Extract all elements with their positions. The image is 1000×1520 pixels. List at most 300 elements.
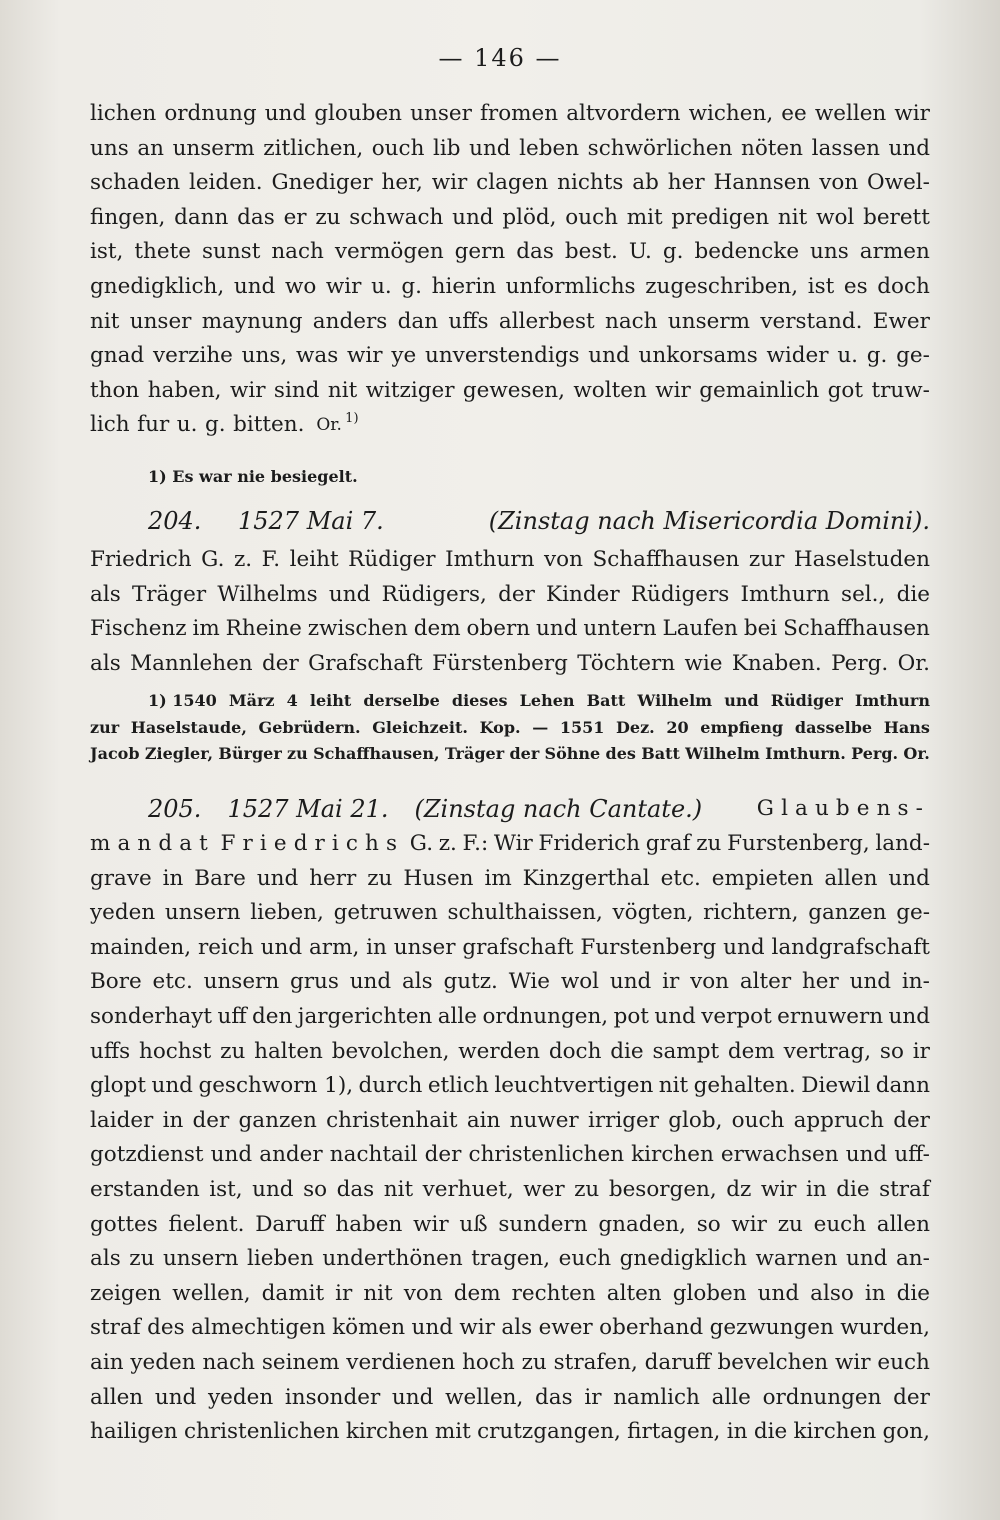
word: Fürstenberg bbox=[432, 650, 568, 676]
word: plöd, bbox=[502, 204, 557, 230]
word: nachtail bbox=[329, 1142, 418, 1168]
word: hoch bbox=[462, 1349, 515, 1375]
word: und bbox=[724, 691, 759, 710]
text-line bbox=[90, 862, 930, 897]
word: straf bbox=[879, 1176, 930, 1202]
word: unverstendigs bbox=[424, 343, 580, 369]
word: und bbox=[210, 1142, 253, 1168]
text-line bbox=[90, 1104, 930, 1139]
word: z. bbox=[438, 831, 457, 856]
word: Imthurn bbox=[854, 691, 930, 710]
word: wir bbox=[431, 170, 468, 196]
word: an- bbox=[895, 1246, 930, 1272]
word: glob, bbox=[668, 1107, 723, 1133]
word: in bbox=[805, 1176, 827, 1202]
entry-205-heading bbox=[90, 792, 930, 827]
word: und bbox=[349, 969, 392, 995]
word: yeden bbox=[208, 1384, 274, 1410]
word: schaden bbox=[90, 170, 181, 196]
word: uns bbox=[810, 239, 849, 265]
text-line bbox=[90, 374, 930, 409]
word: tragen, bbox=[471, 1246, 551, 1272]
word: im bbox=[192, 616, 220, 642]
word: Rüdigers, bbox=[381, 581, 487, 607]
word: sampt bbox=[652, 1038, 720, 1064]
word: und bbox=[260, 934, 303, 960]
word: das bbox=[336, 1176, 375, 1202]
text-line bbox=[90, 543, 930, 578]
word: dasselbe bbox=[794, 717, 873, 737]
word: g. bbox=[401, 273, 422, 299]
word: rechten bbox=[511, 1280, 596, 1306]
word: armen bbox=[859, 239, 930, 265]
word: erstanden bbox=[90, 1176, 200, 1202]
word: dem bbox=[727, 1038, 775, 1064]
word: F.: bbox=[462, 831, 489, 856]
word: uß bbox=[459, 1211, 488, 1237]
word-spaced: mandat bbox=[90, 831, 215, 856]
word: leiden. bbox=[188, 170, 263, 196]
word: ain bbox=[466, 1107, 501, 1133]
word: nit bbox=[658, 1073, 689, 1099]
word: Schaffhausen, bbox=[313, 744, 440, 763]
word: uffs bbox=[90, 1038, 131, 1064]
word: das bbox=[535, 1384, 573, 1410]
word: doch bbox=[548, 1038, 602, 1064]
word: alten bbox=[606, 1280, 662, 1306]
word: als bbox=[90, 1246, 121, 1272]
word: Wilhelm bbox=[685, 744, 760, 763]
text-line bbox=[90, 339, 930, 374]
word: der bbox=[893, 1384, 930, 1410]
word: anders bbox=[312, 308, 388, 334]
page-number: — 146 — bbox=[438, 44, 562, 72]
word: ist, bbox=[209, 1176, 243, 1202]
word: durch bbox=[358, 1073, 423, 1099]
word: und bbox=[328, 581, 371, 607]
word: wo bbox=[284, 273, 317, 299]
word: appruch bbox=[793, 1107, 884, 1133]
word: doch bbox=[877, 273, 930, 299]
word: Furstenberg bbox=[580, 934, 717, 960]
word: warnen bbox=[755, 1246, 838, 1272]
word: euch bbox=[877, 1349, 930, 1375]
word: 4 bbox=[286, 691, 298, 710]
word: Schaffhausen bbox=[783, 616, 930, 642]
word: her bbox=[801, 969, 839, 995]
word: die bbox=[836, 1176, 870, 1202]
word-spaced: Friedrichs bbox=[220, 831, 405, 856]
word: nit bbox=[777, 204, 808, 230]
word: sel., bbox=[841, 581, 886, 607]
word: 20 bbox=[666, 717, 689, 737]
word: her, bbox=[381, 170, 423, 196]
word: alle bbox=[711, 1384, 751, 1410]
word: von bbox=[819, 170, 859, 196]
word: nit bbox=[327, 377, 358, 403]
text-line bbox=[90, 612, 930, 647]
word: insonder bbox=[284, 1384, 381, 1410]
word: almechtigen bbox=[191, 1315, 326, 1341]
word: zu bbox=[696, 831, 722, 856]
word: Wilhelm bbox=[637, 691, 713, 710]
word: kirchen bbox=[631, 1142, 714, 1168]
word: leuchtvertigen bbox=[494, 1073, 654, 1099]
word: Wir bbox=[493, 831, 533, 856]
word: Imthurn bbox=[445, 547, 535, 572]
text-line bbox=[90, 827, 930, 862]
word: Gleichzeit. bbox=[372, 717, 468, 737]
word: Wilhelms bbox=[217, 581, 318, 607]
word: underthönen bbox=[322, 1246, 463, 1272]
entry-205-date: 1527 Mai 21. bbox=[227, 795, 389, 823]
text-line bbox=[90, 965, 930, 1000]
word: ganzen bbox=[238, 1107, 317, 1133]
word: straf bbox=[90, 1315, 141, 1341]
text-line bbox=[90, 1346, 930, 1381]
word: was bbox=[295, 343, 339, 369]
word: empieten bbox=[711, 865, 814, 891]
text-line bbox=[90, 578, 930, 613]
word: wir bbox=[413, 1211, 449, 1237]
word: bevolchen, bbox=[331, 1038, 450, 1064]
word: richtern, bbox=[703, 900, 799, 926]
word: wir bbox=[459, 1315, 495, 1341]
word: unsern bbox=[203, 969, 280, 995]
word: die bbox=[896, 581, 930, 607]
footnote-203 bbox=[90, 464, 930, 491]
word: allerbest bbox=[498, 308, 595, 334]
footnote-line bbox=[90, 715, 930, 742]
word: verzihe bbox=[152, 343, 233, 369]
word: maynung bbox=[201, 308, 303, 334]
source-note: Or. bbox=[316, 415, 342, 436]
word: nit bbox=[383, 1176, 414, 1202]
word: Diewil bbox=[801, 1073, 871, 1099]
word: die bbox=[896, 1280, 930, 1306]
word: haben, bbox=[147, 377, 222, 403]
word: dieses bbox=[451, 691, 508, 710]
word: ganzen bbox=[808, 900, 887, 926]
word: geschworn 1), bbox=[198, 1073, 354, 1099]
text-line bbox=[90, 1311, 930, 1346]
text-line bbox=[90, 1277, 930, 1312]
word: best. bbox=[564, 239, 618, 265]
word: uns, bbox=[241, 343, 288, 369]
word: wol bbox=[816, 204, 855, 230]
word: grafschaft bbox=[462, 934, 574, 960]
word: Batt bbox=[586, 691, 626, 710]
word: wider bbox=[766, 343, 829, 369]
word: ye bbox=[391, 343, 417, 369]
word: Ziegler, bbox=[144, 744, 214, 763]
word: nöten bbox=[741, 135, 804, 161]
word: truw- bbox=[871, 377, 930, 403]
word: wellen, bbox=[445, 1384, 524, 1410]
word: ordnungen, bbox=[482, 1003, 609, 1029]
word: ir bbox=[584, 1384, 602, 1410]
word: besorgen, bbox=[608, 1176, 717, 1202]
word: so bbox=[879, 1038, 904, 1064]
footnote-line bbox=[90, 741, 930, 768]
word: Haselstaude, bbox=[130, 717, 247, 737]
word: fingen, bbox=[90, 204, 166, 230]
word: verhuet, bbox=[422, 1176, 514, 1202]
word: zu bbox=[220, 1038, 246, 1064]
word: Imthurn. bbox=[765, 744, 846, 763]
word: und bbox=[845, 1142, 888, 1168]
word: gnedigklich, bbox=[90, 273, 225, 299]
word: so bbox=[303, 1176, 328, 1202]
word: altvordern bbox=[566, 101, 681, 126]
word: gottes bbox=[90, 1211, 158, 1237]
word: unsern bbox=[164, 900, 241, 926]
word: wir bbox=[894, 101, 930, 126]
word: derselbe bbox=[363, 691, 440, 710]
word: Kinzgerthal bbox=[522, 865, 650, 891]
word: u. bbox=[176, 412, 198, 438]
word: etlich bbox=[427, 1073, 489, 1099]
word: zu bbox=[777, 1211, 803, 1237]
word: empfieng bbox=[700, 717, 784, 737]
word: G. bbox=[409, 831, 434, 856]
word: und bbox=[723, 934, 765, 960]
word: zwischen bbox=[307, 616, 408, 642]
entry-204-footnote bbox=[90, 688, 930, 768]
word: bitten. bbox=[233, 412, 305, 438]
word: wichen, bbox=[688, 101, 774, 126]
word: ewer bbox=[538, 1315, 593, 1341]
word: clagen bbox=[476, 170, 549, 196]
word: mit bbox=[626, 204, 663, 230]
entry-204-date: 1527 Mai 7. bbox=[238, 507, 384, 535]
word: namlich bbox=[613, 1384, 700, 1410]
word: got bbox=[827, 377, 864, 403]
word: schulthaissen, bbox=[447, 900, 603, 926]
word: unformlichs bbox=[505, 273, 636, 299]
word: witziger bbox=[365, 377, 455, 403]
word: yeden bbox=[130, 1349, 196, 1375]
word: gern bbox=[454, 239, 506, 265]
word: der bbox=[498, 581, 535, 607]
word: nach bbox=[202, 1349, 256, 1375]
entry-204-feast: (Zinstag nach Misericordia Domini). bbox=[488, 507, 930, 535]
word: irriger bbox=[587, 1107, 660, 1133]
word: Haselstuden bbox=[793, 547, 930, 572]
word: vermögen bbox=[334, 239, 444, 265]
word: sunst bbox=[201, 239, 261, 265]
word: in bbox=[162, 1107, 184, 1133]
text-line bbox=[90, 1415, 930, 1450]
word: des bbox=[605, 744, 636, 763]
word: ge- bbox=[896, 343, 930, 369]
word: wellen bbox=[814, 101, 887, 126]
word: Imthurn bbox=[740, 581, 830, 607]
word: lichen bbox=[90, 101, 157, 126]
word: unkorsams bbox=[638, 343, 758, 369]
word: Wie bbox=[508, 969, 551, 995]
word: jargerichten bbox=[297, 1003, 433, 1029]
word: nach bbox=[604, 308, 658, 334]
word: in bbox=[864, 1280, 886, 1306]
word: und bbox=[233, 273, 276, 299]
word: des bbox=[147, 1315, 185, 1341]
word: Kop. bbox=[479, 717, 521, 737]
word: zu bbox=[315, 204, 341, 230]
word: dann bbox=[875, 1073, 930, 1099]
word: F. bbox=[261, 547, 281, 572]
word: nach bbox=[271, 239, 324, 265]
word: allen bbox=[876, 1211, 930, 1237]
text-line bbox=[90, 896, 930, 931]
word: lieben bbox=[247, 1246, 314, 1272]
word: Bare bbox=[194, 865, 246, 891]
word: ist, bbox=[90, 239, 124, 265]
word: bevelchen bbox=[717, 1349, 829, 1375]
word: thon bbox=[90, 377, 140, 403]
word: zu bbox=[287, 744, 308, 763]
text-line bbox=[90, 1000, 930, 1035]
word: wir bbox=[347, 343, 383, 369]
word: uns bbox=[90, 135, 129, 161]
word: Knaben. bbox=[731, 650, 822, 676]
word: die bbox=[753, 1419, 788, 1445]
word: Rüdigers bbox=[630, 581, 730, 607]
word: u. bbox=[371, 273, 392, 299]
word: ordnung bbox=[164, 101, 257, 126]
word: Rheine bbox=[225, 616, 302, 642]
word: mainden, bbox=[90, 934, 192, 960]
paragraph-continuation bbox=[90, 97, 930, 443]
word: die bbox=[610, 1038, 644, 1064]
word: verpot bbox=[701, 1003, 772, 1029]
word: und bbox=[845, 1246, 888, 1272]
word: predigen bbox=[671, 204, 770, 230]
word: Hans bbox=[883, 717, 930, 737]
word: untern bbox=[583, 616, 657, 642]
word: berett bbox=[863, 204, 930, 230]
word: der bbox=[893, 1107, 930, 1133]
entry-204-heading bbox=[90, 507, 930, 543]
word: sundern bbox=[498, 1211, 588, 1237]
word: der bbox=[424, 1142, 462, 1168]
word: als bbox=[90, 650, 121, 676]
word: zugeschriben, bbox=[645, 273, 799, 299]
word: Grafschaft bbox=[308, 650, 423, 676]
word: obern bbox=[466, 616, 531, 642]
word: vögten, bbox=[612, 900, 694, 926]
word: und bbox=[536, 616, 578, 642]
word: christenlichen bbox=[183, 1419, 340, 1445]
word: lich bbox=[90, 412, 130, 438]
word: ouch bbox=[565, 204, 618, 230]
word: Friedrich bbox=[90, 547, 192, 572]
word: Töchtern bbox=[577, 650, 676, 676]
word: an bbox=[137, 135, 164, 161]
word: ouch bbox=[371, 135, 425, 161]
word: lassen bbox=[811, 135, 880, 161]
word: Daruff bbox=[255, 1211, 325, 1237]
text-line bbox=[90, 1138, 930, 1173]
word: im bbox=[484, 865, 512, 891]
word: Lehen bbox=[519, 691, 575, 710]
word: Perg. bbox=[831, 650, 889, 676]
text-line bbox=[90, 931, 930, 966]
word: und bbox=[469, 135, 511, 161]
word: gemainlich bbox=[699, 377, 820, 403]
word: ander bbox=[259, 1142, 323, 1168]
text-line bbox=[90, 201, 930, 236]
word: ist bbox=[807, 273, 835, 299]
word: g. bbox=[204, 412, 226, 438]
word: unserm bbox=[172, 135, 255, 161]
word: in bbox=[366, 934, 387, 960]
word: Rüdiger bbox=[348, 547, 436, 572]
word: ouch bbox=[731, 1107, 785, 1133]
word: schwach bbox=[349, 204, 444, 230]
word: wurden, bbox=[840, 1315, 930, 1341]
text-line bbox=[90, 647, 930, 682]
word: Or. bbox=[903, 744, 930, 763]
word: christenhait bbox=[326, 1107, 458, 1133]
word: zu bbox=[367, 865, 393, 891]
word: verdienen bbox=[346, 1349, 456, 1375]
word: kirchen bbox=[793, 1419, 877, 1445]
word: hierin bbox=[431, 273, 497, 299]
word: von bbox=[544, 547, 583, 572]
word: gon, bbox=[882, 1419, 930, 1445]
word: fielent. bbox=[168, 1211, 245, 1237]
word: yeden bbox=[90, 900, 156, 926]
word: wir bbox=[229, 377, 266, 403]
word: Fischenz bbox=[90, 616, 187, 642]
word: Perg. bbox=[851, 744, 899, 763]
word: arm, bbox=[308, 934, 360, 960]
word: von bbox=[690, 969, 730, 995]
footnote-line bbox=[90, 688, 930, 715]
word: thete bbox=[134, 239, 191, 265]
word: gewesen, bbox=[462, 377, 565, 403]
word: erwachsen bbox=[720, 1142, 839, 1168]
word: etc. bbox=[152, 969, 193, 995]
word: als bbox=[501, 1315, 533, 1341]
text-line bbox=[90, 1173, 930, 1208]
word: wolten bbox=[573, 377, 647, 403]
word: firtagen, bbox=[627, 1419, 721, 1445]
word: halten bbox=[254, 1038, 323, 1064]
word: ge- bbox=[896, 900, 930, 926]
word: als bbox=[401, 969, 433, 995]
word: das bbox=[516, 239, 554, 265]
word: Söhne bbox=[544, 744, 601, 763]
word: zu bbox=[574, 1176, 600, 1202]
word: unser bbox=[393, 934, 456, 960]
word: dan bbox=[397, 308, 439, 334]
word: euch bbox=[558, 1246, 612, 1272]
text-line bbox=[90, 97, 930, 132]
word: bei bbox=[743, 616, 778, 642]
text-line bbox=[90, 1069, 930, 1104]
word: und bbox=[609, 969, 652, 995]
word: und bbox=[888, 135, 930, 161]
word: grave bbox=[90, 865, 152, 891]
text-line bbox=[90, 270, 930, 305]
word: der bbox=[509, 744, 540, 763]
word: land- bbox=[875, 831, 930, 856]
word: Gnediger bbox=[271, 170, 373, 196]
entry-205-feast: (Zinstag nach Cantate.) bbox=[414, 795, 703, 823]
word: leben bbox=[519, 135, 580, 161]
